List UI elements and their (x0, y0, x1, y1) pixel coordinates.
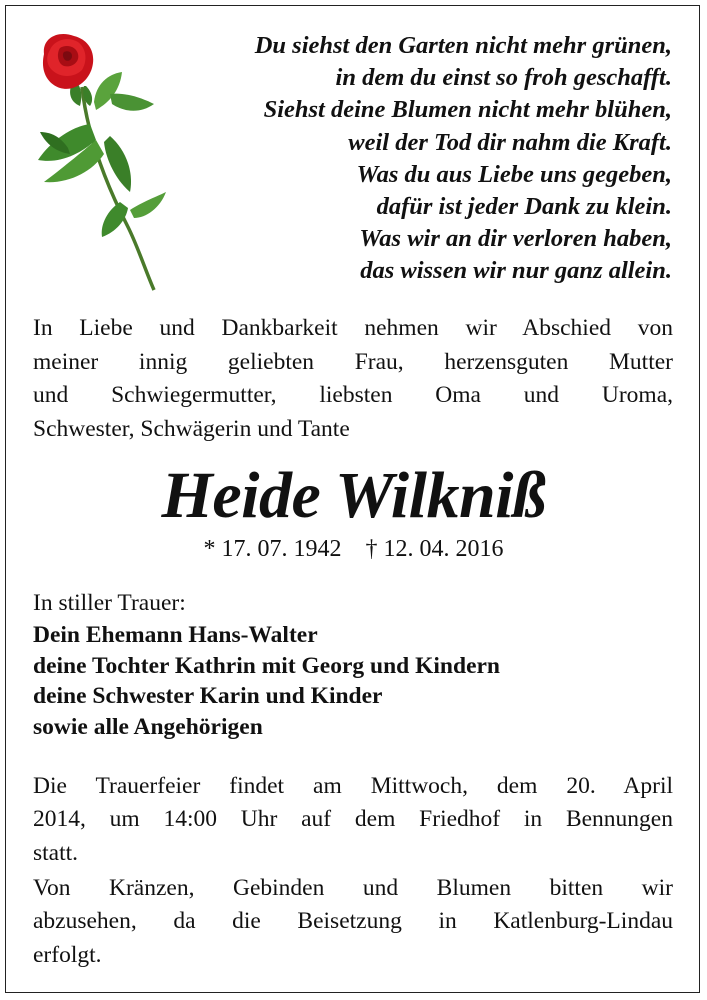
mourner-entry: Dein Ehemann Hans-Walter (33, 622, 318, 648)
mourner-entry: sowie alle Angehörigen (33, 714, 263, 741)
notice-line: abzusehen, da die Beisetzung in Katlenburg-Lindau (33, 908, 673, 935)
mourning-heading: In stiller Trauer: (33, 590, 186, 616)
poem-line: dafür ist jeder Dank zu klein. (376, 193, 672, 221)
flowers-notice (33, 872, 673, 972)
ceremony-info (33, 770, 673, 870)
farewell-line: meiner innig geliebten Frau, herzensguten Mutter (33, 348, 673, 375)
poem-line: das wissen wir nur ganz allein. (360, 257, 672, 285)
red-rose-image (30, 32, 170, 294)
birth-date: * 17. 07. 1942 (203, 536, 342, 562)
death-date: † 12. 04. 2016 (365, 536, 504, 562)
farewell-line: Schwester, Schwägerin und Tante (33, 415, 350, 442)
mourner-entry: deine Tochter Kathrin mit Georg und Kindern (33, 652, 500, 679)
farewell-text (33, 312, 673, 446)
life-dates (0, 532, 707, 566)
poem (152, 30, 672, 288)
poem-line: Was du aus Liebe uns gegeben, (356, 160, 672, 188)
poem-line: Siehst deine Blumen nicht mehr blühen, (263, 96, 672, 124)
ceremony-line: 2014, um 14:00 Uhr auf dem Friedhof in Bennungen (33, 806, 673, 833)
farewell-line: In Liebe und Dankbarkeit nehmen wir Abschied von (33, 315, 673, 341)
poem-line: Du siehst den Garten nicht mehr grünen, (254, 32, 672, 59)
poem-line: Was wir an dir verloren haben, (359, 225, 672, 253)
notice-line: Von Kränzen, Gebinden und Blumen bitten wir (33, 875, 673, 901)
ceremony-line: Die Trauerfeier findet am Mittwoch, dem 20. April (33, 773, 673, 799)
poem-line: weil der Tod dir nahm die Kraft. (348, 128, 672, 156)
ceremony-line: statt. (33, 839, 79, 866)
poem-line: in dem du einst so froh geschafft. (335, 64, 672, 92)
mourner-entry: deine Schwester Karin und Kinder (33, 683, 383, 710)
notice-line: erfolgt. (33, 941, 102, 968)
farewell-line: und Schwiegermutter, liebsten Oma und Uroma, (33, 382, 673, 408)
deceased-name: Heide Wilkniß (161, 459, 546, 532)
mourners-list (33, 620, 500, 743)
